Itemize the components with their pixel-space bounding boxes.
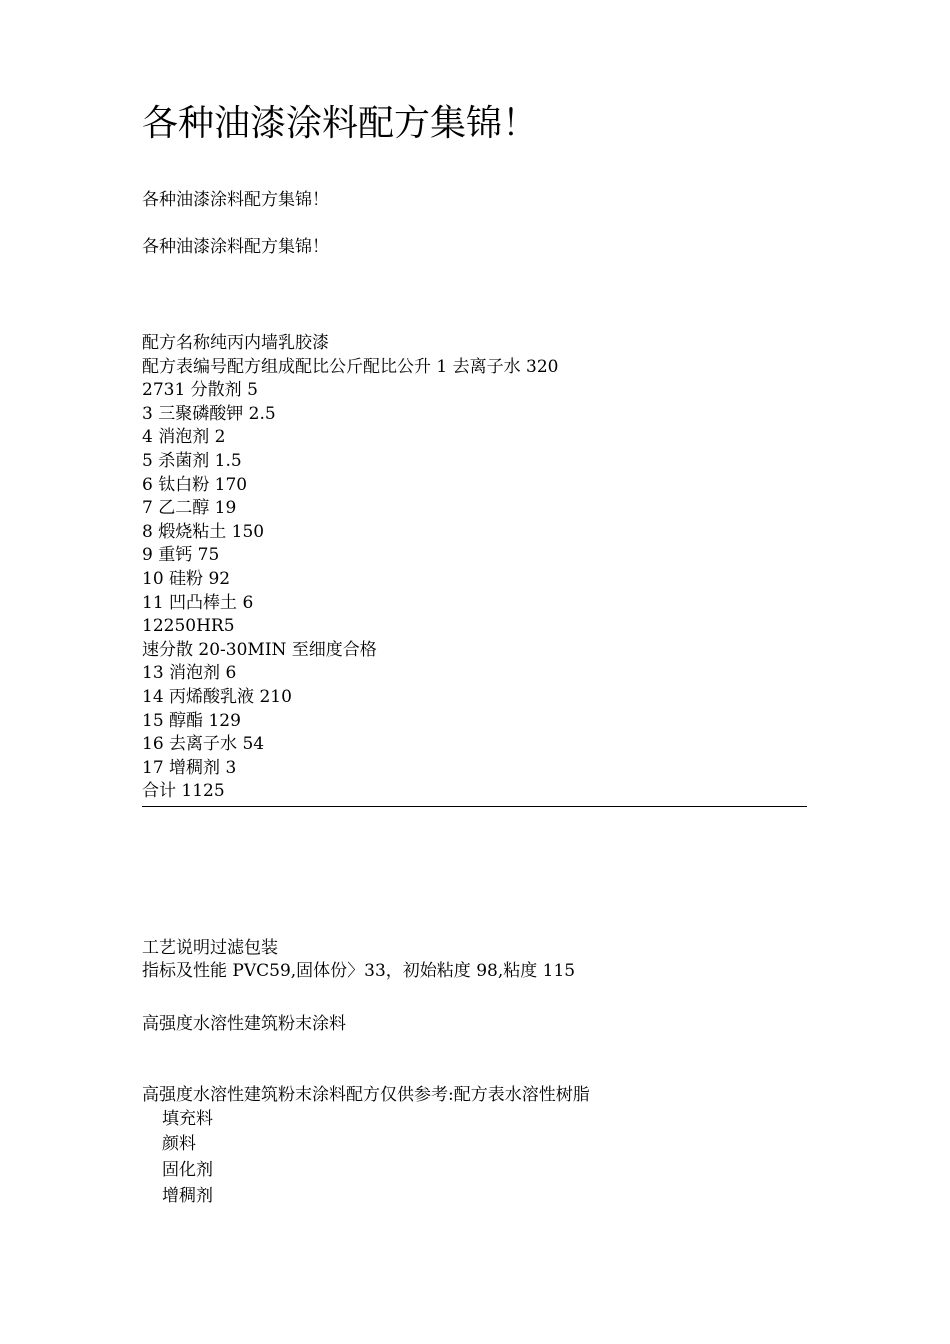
recipe-line: 4 消泡剂 2 (142, 427, 226, 448)
recipe-table-header-line: 配方表编号配方组成配比公斤配比公升 1 去离子水 320 (142, 356, 559, 377)
table-bottom-rule (142, 806, 807, 807)
recipe-line: 15 醇酯 129 (142, 710, 241, 731)
recipe-line: 3 三聚磷酸钾 2.5 (142, 403, 276, 424)
recipe-line: 2731 分散剂 5 (142, 380, 258, 401)
recipe-line: 14 丙烯酸乳液 210 (142, 686, 292, 707)
recipe-line: 8 煅烧粘土 150 (142, 521, 265, 542)
performance-specs: 指标及性能 PVC59,固体份〉33，初始粘度 98,粘度 115 (142, 961, 576, 981)
section-heading: 高强度水溶性建筑粉末涂料 (142, 1014, 346, 1034)
recipe-line: 10 硅粉 92 (142, 568, 231, 589)
recipe-line: 速分散 20-30MIN 至细度合格 (142, 639, 377, 660)
recipe2-item: 增稠剂 (162, 1186, 213, 1206)
recipe-line: 17 增稠剂 3 (142, 757, 237, 778)
intro-line: 各种油漆涂料配方集锦！ (142, 190, 329, 210)
recipe-ingredient-list (142, 332, 807, 804)
recipe-line: 16 去离子水 54 (142, 734, 265, 755)
recipe-line: 5 杀菌剂 1.5 (142, 450, 242, 471)
recipe-line: 12250HR5 (142, 616, 235, 637)
recipe-line: 9 重钙 75 (142, 545, 220, 566)
recipe2-item: 固化剂 (162, 1160, 213, 1180)
intro-line: 各种油漆涂料配方集锦！ (142, 237, 329, 257)
recipe-total-line: 合计 1125 (142, 781, 225, 802)
process-description: 工艺说明过滤包装 (142, 938, 278, 958)
recipe-name-line: 配方名称纯丙内墙乳胶漆 (142, 333, 329, 353)
recipe2-item: 填充料 (162, 1109, 213, 1129)
recipe-line: 7 乙二醇 19 (142, 498, 237, 519)
recipe-line: 6 钛白粉 170 (142, 474, 248, 495)
recipe-line: 11 凹凸棒土 6 (142, 592, 254, 613)
recipe2-description: 高强度水溶性建筑粉末涂料配方仅供参考:配方表水溶性树脂 (142, 1085, 590, 1105)
recipe-line: 13 消泡剂 6 (142, 663, 237, 684)
recipe2-item: 颜料 (162, 1134, 196, 1154)
document-title: 各种油漆涂料配方集锦！ (142, 103, 539, 144)
